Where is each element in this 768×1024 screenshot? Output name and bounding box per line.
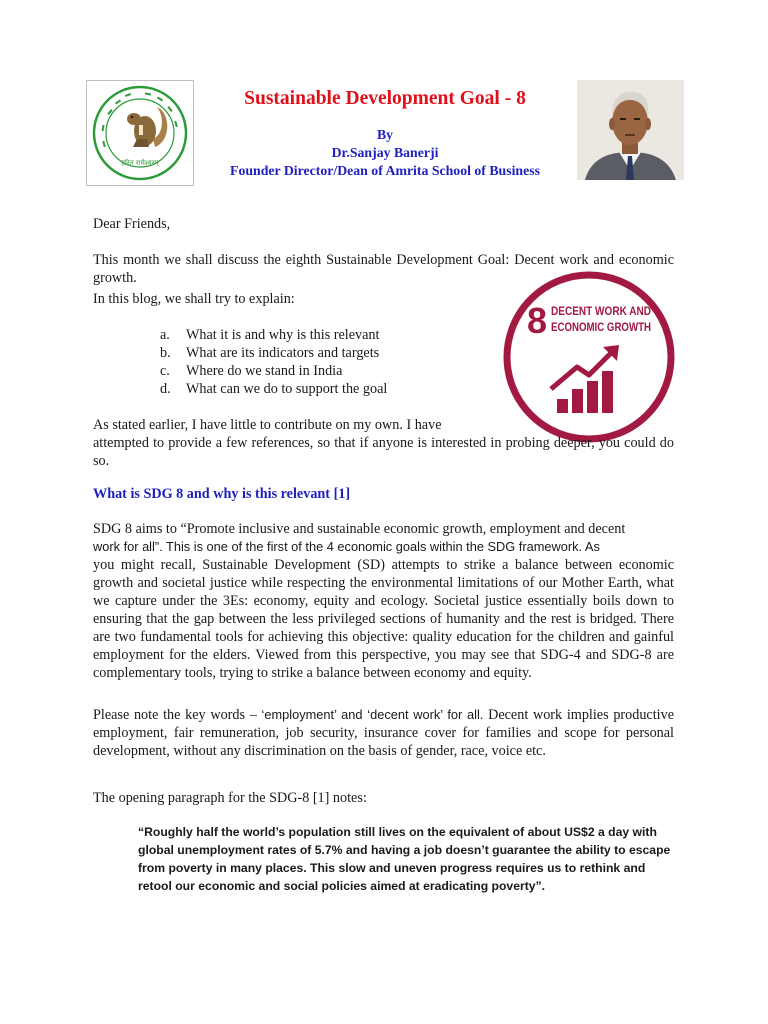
organization-logo [86, 80, 194, 186]
opening-note: The opening paragraph for the SDG-8 [1] notes: [93, 790, 367, 806]
badge-line2: ECONOMIC GROWTH [551, 322, 651, 334]
intro-paragraph: This month we shall discuss the eighth Sustainable Development Goal: Decent work and economic growth. [93, 252, 674, 286]
list-item: a. What it is and why is this relevant [160, 327, 380, 343]
stated-line-2: attempted to provide a few references, so that if anyone is interested in probing deeper, you could do so. [93, 435, 674, 469]
para1-line1: SDG 8 aims to “Promote inclusive and sustainable economic growth, employment and decent [93, 521, 626, 537]
portrait-photo [577, 80, 684, 180]
para1-line2: work for all”. This is one of the first of the 4 economic goals within the SDG framework. As [93, 539, 600, 554]
list-item: c. Where do we stand in India [160, 363, 343, 379]
stated-line-1: As stated earlier, I have little to contribute on my own. I have [93, 417, 442, 433]
squirrel-icon [87, 81, 193, 185]
logo-bottom-text: हरित रामेश्वरम् [121, 159, 159, 167]
page-title: Sustainable Development Goal - 8 [244, 88, 526, 109]
list-item: b. What are its indicators and targets [160, 345, 380, 361]
greeting: Dear Friends, [93, 216, 171, 232]
para2: Please note the key words – ‘employment’ and ‘decent work’ for all. Decent work implies productive employment, fair remuneration, job security, insurance cover for families and scope for personal development, without any discrimination on the basis of gender, race, voice etc. [93, 707, 674, 759]
badge-line1: DECENT WORK AND [551, 306, 651, 318]
intro-list-lead: In this blog, we shall try to explain: [93, 291, 295, 307]
author-photo [577, 80, 684, 180]
para1-rest: you might recall, Sustainable Development (SD) attempts to strike a balance between economic growth and societal justice while respecting the environmental limitations of our Mother Earth, what we capture under the 3Es: economy, equity and ecology. Societal justice essentially boils down to ensuring that the gap between the less privileged sections of humanity and the rest is bridged. There are two fundamental tools for achieving this objective: quality education for the children and gainful employment for the elders. Viewed from this perspective, you may see that SDG-4 and SDG-8 are complementary tools, trying to strike a balance between economy and equity. [93, 557, 674, 681]
section-heading: What is SDG 8 and why is this relevant [1] [93, 486, 351, 502]
list-item: d. What can we do to support the goal [160, 381, 388, 397]
document-header [200, 86, 570, 180]
badge-number: 8 [527, 300, 548, 341]
byline-by: By [376, 127, 394, 142]
sdg8-quote: “Roughly half the world’s population still lives on the equivalent of about US$2 a day with global unemployment rates of 5.7% and having a job doesn’t guarantee the ability to escape from poverty in many places. This slow and uneven progress requires us to rethink and retool our economic and social policies aimed at eradicating poverty”. [138, 825, 671, 893]
author-name: Dr.Sanjay Banerji [331, 145, 439, 160]
para2-keywords: ‘employment’ and ‘decent work’ for all. [261, 707, 484, 722]
blog-topic-list [160, 326, 387, 398]
author-role: Founder Director/Dean of Amrita School of Business [230, 163, 540, 178]
